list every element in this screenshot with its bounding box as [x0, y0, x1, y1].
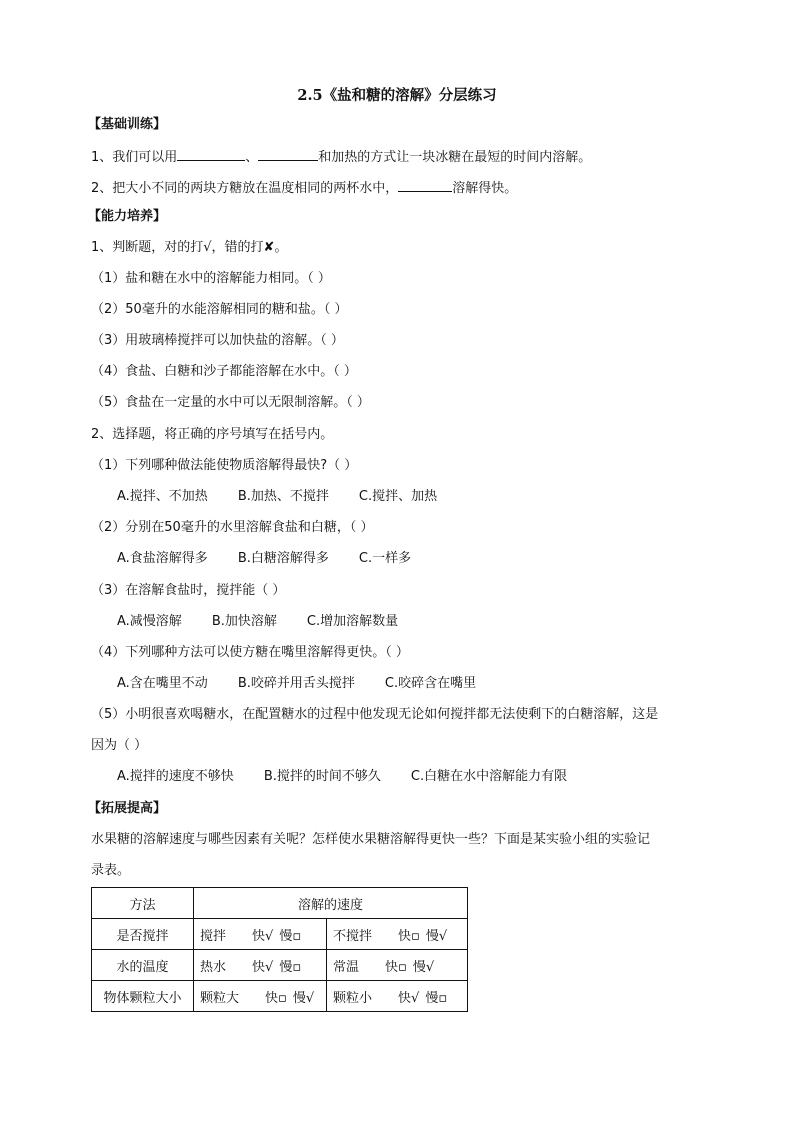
choice-option: B.加快溶解: [211, 614, 277, 629]
cell: [327, 919, 468, 950]
section-heading-extend: 【拓展提高】: [88, 801, 167, 816]
choice-options: [117, 768, 597, 786]
row-label: 水的温度: [92, 950, 194, 981]
choice-question: （1）下列哪种做法能使物质溶解得最快?（ ）: [91, 458, 358, 473]
fast-mark: 快√: [252, 959, 274, 975]
condition: 颗粒小: [333, 990, 373, 1006]
question-basic-2: [91, 178, 517, 198]
choice-option: A.搅拌、不加热: [117, 489, 208, 504]
experiment-record-table: [91, 887, 468, 1012]
judge-item: （1）盐和糖在水中的溶解能力相同。（ ）: [91, 271, 331, 286]
slow-mark: 慢√: [292, 990, 315, 1006]
choice-option: C.搅拌、加热: [358, 489, 438, 504]
fast-mark: 快√: [252, 928, 274, 944]
row-label: 是否搅拌: [92, 919, 194, 950]
fast-mark: 快▫: [265, 990, 287, 1006]
judge-item: （2）50毫升的水能溶解相同的糖和盐。（ ）: [91, 302, 348, 317]
judge-intro: 1、判断题，对的打√，错的打✘。: [91, 240, 288, 255]
page-title: 2.5《盐和糖的溶解》分层练习: [297, 87, 497, 104]
judge-item: （5）食盐在一定量的水中可以无限制溶解。（ ）: [91, 395, 370, 410]
slow-mark: 慢√: [412, 959, 435, 975]
table-row: [92, 950, 468, 981]
slow-mark: 慢▫: [279, 959, 302, 975]
choice-options: [117, 550, 441, 568]
choice-intro: 2、选择题，将正确的序号填写在括号内。: [91, 427, 334, 442]
choice-options: [117, 488, 467, 506]
q-text: 2、把大小不同的两块方糖放在温度相同的两杯水中，: [91, 181, 399, 196]
fast-mark: 快▫: [398, 928, 420, 944]
header-speed: 溶解的速度: [194, 888, 468, 919]
condition: 不搅拌: [333, 928, 373, 944]
slow-mark: 慢▫: [425, 990, 448, 1006]
cell: [194, 919, 327, 950]
fill-blank[interactable]: [398, 178, 452, 192]
condition: 热水: [200, 959, 227, 975]
choice-option: C.咬碎含在嘴里: [384, 676, 477, 691]
choice-question: （5）小明很喜欢喝糖水，在配置糖水的过程中他发现无论如何搅拌都无法使剩下的白糖溶解，这是: [91, 707, 659, 722]
choice-option: A.含在嘴里不动: [117, 676, 208, 691]
choice-question-cont: 因为（ ）: [91, 738, 148, 753]
choice-option: A.减慢溶解: [117, 614, 182, 629]
choice-option: C.白糖在水中溶解能力有限: [410, 769, 568, 784]
slow-mark: 慢▫: [279, 928, 302, 944]
choice-option: B.加热、不搅拌: [237, 489, 329, 504]
cell: [194, 981, 327, 1012]
choice-option: B.搅拌的时间不够久: [263, 769, 381, 784]
condition: 常温: [333, 959, 360, 975]
condition: 颗粒大: [200, 990, 240, 1006]
table-header-row: [92, 888, 468, 919]
q-text: 、: [245, 150, 259, 165]
section-heading-ability: 【能力培养】: [88, 209, 167, 224]
fast-mark: 快√: [398, 990, 420, 1006]
fast-mark: 快▫: [385, 959, 407, 975]
header-method: 方法: [92, 888, 194, 919]
choice-option: C.一样多: [358, 551, 412, 566]
choice-question: （2）分别在50毫升的水里溶解食盐和白糖，（ ）: [91, 520, 374, 535]
fill-blank[interactable]: [258, 147, 318, 161]
fill-blank[interactable]: [177, 147, 245, 161]
cell: [327, 950, 468, 981]
table-row: [92, 919, 468, 950]
extend-intro-cont: 录表。: [91, 863, 131, 878]
choice-options: [117, 613, 428, 631]
cell: [194, 950, 327, 981]
choice-option: B.白糖溶解得多: [237, 551, 329, 566]
q-text: 和加热的方式让一块冰糖在最短的时间内溶解。: [318, 150, 592, 165]
condition: 搅拌: [200, 928, 227, 944]
cell: [327, 981, 468, 1012]
judge-item: （3）用玻璃棒搅拌可以加快盐的溶解。（ ）: [91, 333, 344, 348]
choice-question: （4）下列哪种方法可以使方糖在嘴里溶解得更快。（ ）: [91, 645, 409, 660]
q-text: 1、我们可以用: [91, 150, 178, 165]
choice-option: A.食盐溶解得多: [117, 551, 208, 566]
table-row: [92, 981, 468, 1012]
question-basic-1: [91, 147, 591, 167]
q-text: 溶解得快。: [452, 181, 518, 196]
choice-question: （3）在溶解食盐时，搅拌能（ ）: [91, 583, 286, 598]
choice-option: C.增加溶解数量: [306, 614, 399, 629]
choice-option: B.咬碎并用舌头搅拌: [237, 676, 355, 691]
row-label: 物体颗粒大小: [92, 981, 194, 1012]
section-heading-basic: 【基础训练】: [88, 117, 167, 132]
judge-item: （4）食盐、白糖和沙子都能溶解在水中。（ ）: [91, 364, 357, 379]
choice-options: [117, 675, 506, 693]
choice-option: A.搅拌的速度不够快: [117, 769, 234, 784]
slow-mark: 慢√: [425, 928, 448, 944]
extend-intro: 水果糖的溶解速度与哪些因素有关呢？怎样使水果糖溶解得更快一些？下面是某实验小组的实验记: [91, 832, 651, 847]
